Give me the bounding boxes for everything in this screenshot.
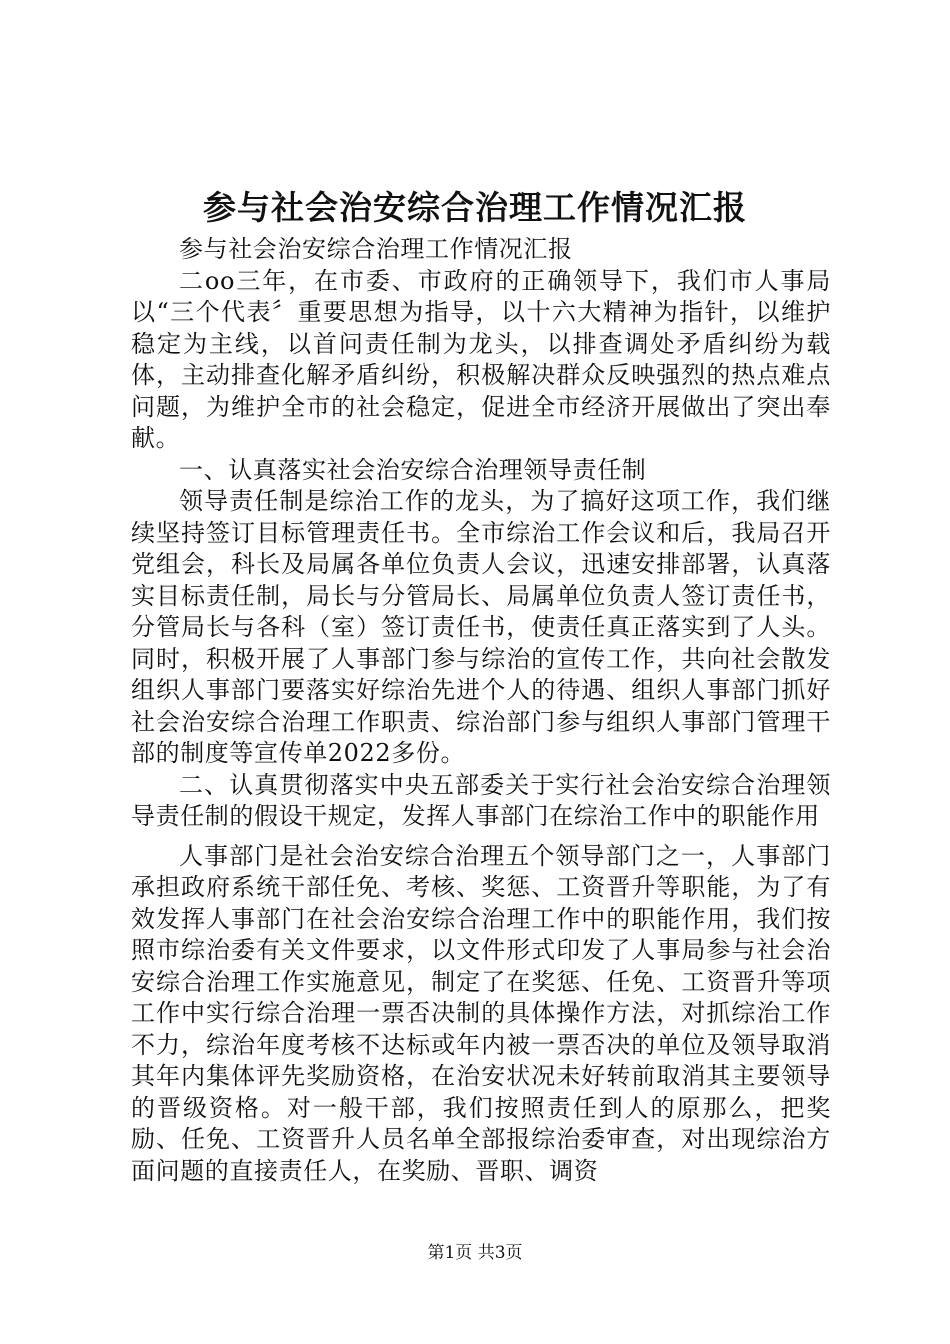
paragraph-section-1: 领导责任制是综治工作的龙头，为了搞好这项工作，我们继续坚持签订目标管理责任书。全市综治工作会议和后，我局召开党组会，科长及局属各单位负责人会议，迅速安排部署，认真落实目标责任制，局长与分管局长、局属单位负责人签订责任书，分管局长与各科（室）签订责任书，使责任真正落实到了人头。同时，积极开展了人事部门参与综治的宣传工作，共向社会散发组织人事部门要落实好综治先进个人的待遇、组织人事部门抓好社会治安综合治理工作职责、综治部门参与组织人事部门管理干部的制度等宣传单2022多份。 bbox=[131, 487, 831, 767]
document-body bbox=[131, 234, 831, 1187]
page-number-footer: 第1页 共3页 bbox=[427, 1243, 523, 1263]
section-heading-2: 二、认真贯彻落实中央五部委关于实行社会治安综合治理领导责任制的假设干规定，发挥人事部门在综治工作中的职能作用 bbox=[131, 770, 831, 830]
document-title: 参与社会治安综合治理工作情况汇报 bbox=[203, 188, 747, 227]
section-heading-1: 一、认真落实社会治安综合治理领导责任制 bbox=[179, 455, 647, 484]
paragraph-subtitle: 参与社会治安综合治理工作情况汇报 bbox=[179, 235, 573, 263]
paragraph-section-2: 人事部门是社会治安综合治理五个领导部门之一，人事部门承担政府系统干部任免、考核、奖惩、工资晋升等职能，为了有效发挥人事部门在社会治安综合治理工作中的职能作用，我们按照市综治委有关文件要求，以文件形式印发了人事局参与社会治安综合治理工作实施意见，制定了在奖惩、任免、工资晋升等项工作中实行综合治理一票否决制的具体操作方法，对抓综治工作不力，综治年度考核不达标或年内被一票否决的单位及领导取消其年内集体评先奖励资格，在治安状况未好转前取消其主要领导的晋级资格。对一般干部，我们按照责任到人的原那么，把奖励、任免、工资晋升人员名单全部报综治委审查，对出现综治方面问题的直接责任人，在奖励、晋职、调资 bbox=[131, 841, 831, 1185]
paragraph-intro: 二oo三年，在市委、市政府的正确领导下，我们市人事局以“三个代表〞重要思想为指导，以十六大精神为指针，以维护稳定为主线，以首问责任制为龙头，以排查调处矛盾纠纷为载体，主动排查化解矛盾纠纷，积极解决群众反映强烈的热点难点问题，为维护全市的社会稳定，促进全市经济开展做出了突出奉献。 bbox=[131, 266, 831, 452]
